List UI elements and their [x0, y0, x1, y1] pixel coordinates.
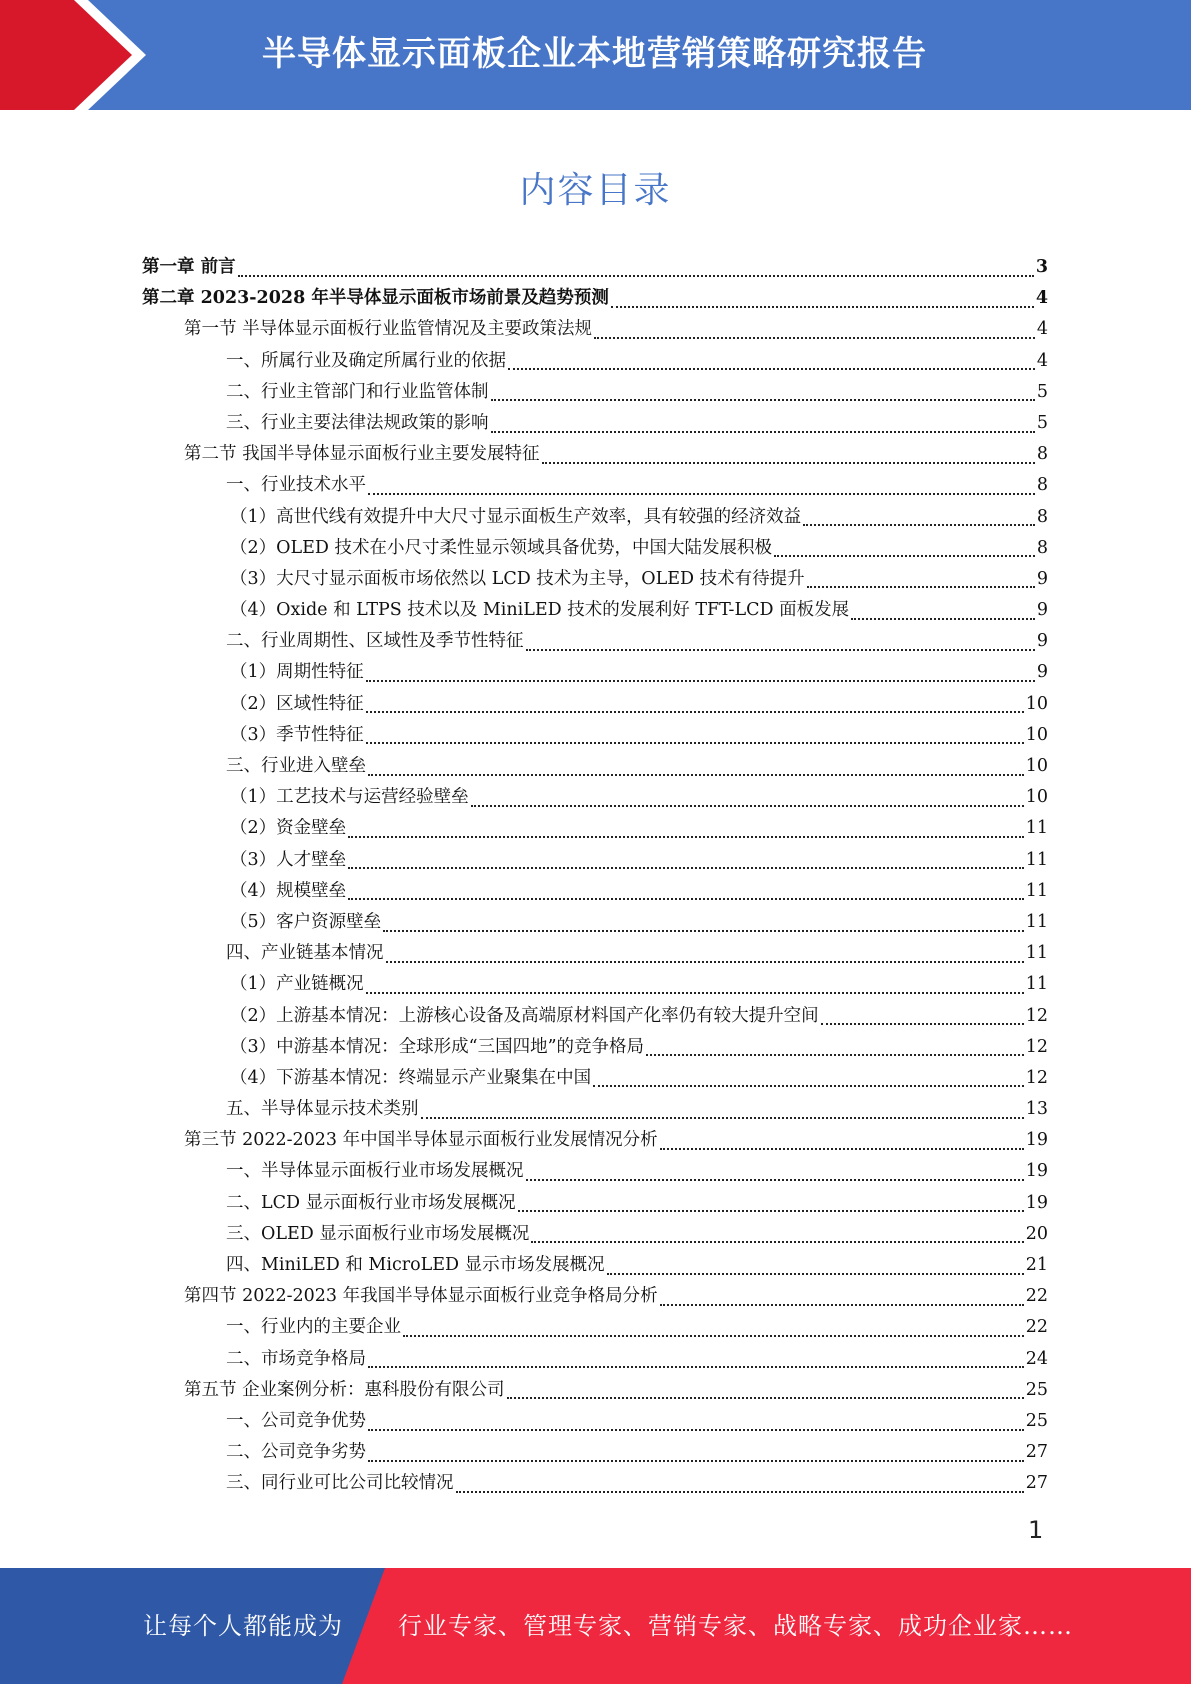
header-banner: [0, 0, 1191, 110]
toc-entry-label: 一、行业内的主要企业: [226, 1317, 401, 1338]
toc-title: 内容目录: [519, 170, 672, 211]
toc-entry-label: （3）中游基本情况：全球形成“三国四地”的竞争格局: [230, 1036, 645, 1057]
toc-entry-label: 二、行业主管部门和行业监管体制: [226, 381, 489, 402]
toc-leader-dots: [774, 555, 1035, 557]
toc-entry-page: 10: [1025, 756, 1048, 776]
toc-entry-page: 9: [1036, 568, 1048, 589]
toc-entry[interactable]: [142, 752, 1048, 783]
toc-leader-dots: [368, 1460, 1024, 1462]
toc-entry[interactable]: [142, 253, 1048, 284]
toc-entry[interactable]: [142, 409, 1048, 440]
toc-leader-dots: [526, 649, 1035, 651]
toc-entry[interactable]: [142, 1064, 1048, 1095]
toc-entry[interactable]: [142, 690, 1048, 721]
toc-entry-page: 10: [1025, 787, 1048, 808]
toc-entry[interactable]: [142, 939, 1048, 970]
toc-entry-label: 一、所属行业及确定所属行业的依据: [226, 350, 506, 371]
toc-entry-label: 三、行业进入壁垒: [226, 756, 366, 776]
toc-entry-page: 11: [1025, 974, 1048, 995]
toc-entry[interactable]: [142, 503, 1048, 534]
toc-entry-page: 11: [1025, 880, 1048, 901]
toc-entry[interactable]: [142, 347, 1048, 378]
toc-entry[interactable]: [142, 1095, 1048, 1126]
toc-leader-dots: [383, 930, 1024, 932]
toc-entry-page: 12: [1025, 1036, 1048, 1057]
toc-entry-label: 一、行业技术水平: [226, 475, 366, 496]
toc-entry-page: 3: [1035, 257, 1048, 277]
toc-entry[interactable]: [142, 1126, 1048, 1157]
toc-entry-label: 二、市场竞争格局: [226, 1348, 366, 1369]
toc-entry-label: 第二节 我国半导体显示面板行业主要发展特征: [184, 444, 540, 465]
toc-leader-dots: [518, 1210, 1024, 1212]
toc-entry-page: 8: [1036, 537, 1048, 558]
toc-entry-label: 二、LCD 显示面板行业市场发展概况: [226, 1192, 516, 1213]
toc-leader-dots: [507, 1397, 1024, 1399]
toc-leader-dots: [660, 1148, 1024, 1150]
toc-entry[interactable]: [142, 565, 1048, 596]
toc-entry-label: 三、同行业可比公司比较情况: [226, 1473, 454, 1494]
toc-entry[interactable]: [142, 970, 1048, 1001]
toc-entry-page: 24: [1025, 1348, 1048, 1369]
toc-entry-label: 一、半导体显示面板行业市场发展概况: [226, 1161, 524, 1182]
toc-entry[interactable]: [142, 1282, 1048, 1313]
toc-entry-label: 第二章 2023-2028 年半导体显示面板市场前景及趋势预测: [142, 288, 609, 309]
toc-leader-dots: [660, 1304, 1024, 1306]
footer-slogan-left: 让每个人都能成为: [143, 1612, 343, 1640]
toc-entry-label: 四、MiniLED 和 MicroLED 显示市场发展概况: [226, 1255, 605, 1275]
toc-entry-page: 8: [1036, 506, 1048, 527]
toc-entry-label: 第五节 企业案例分析：惠科股份有限公司: [184, 1379, 505, 1400]
toc-leader-dots: [366, 680, 1035, 682]
toc-entry-page: 12: [1025, 1005, 1048, 1026]
toc-entry[interactable]: [142, 658, 1048, 689]
toc-leader-dots: [531, 1241, 1023, 1243]
toc-entry-label: （1）工艺技术与运营经验壁垒: [230, 787, 469, 808]
toc-entry-label: 三、OLED 显示面板行业市场发展概况: [226, 1223, 530, 1244]
toc-leader-dots: [421, 1117, 1024, 1119]
toc-leader-dots: [368, 1366, 1024, 1368]
toc-entry[interactable]: [142, 783, 1048, 814]
toc-entry-label: （4）规模壁垒: [230, 880, 347, 901]
toc-leader-dots: [807, 586, 1035, 588]
toc-leader-dots: [611, 306, 1034, 308]
toc-entry-page: 21: [1025, 1255, 1048, 1275]
toc-entry[interactable]: [142, 284, 1048, 315]
toc-entry-label: 五、半导体显示技术类别: [226, 1099, 419, 1120]
toc-leader-dots: [348, 867, 1024, 869]
toc-leader-dots: [526, 1179, 1024, 1181]
toc-entry-page: 8: [1036, 475, 1048, 496]
toc-leader-dots: [366, 742, 1024, 744]
toc-entry-page: 19: [1025, 1130, 1048, 1151]
toc-entry-label: （4）Oxide 和 LTPS 技术以及 MiniLED 技术的发展利好 TFT-LCD 面板发展: [230, 600, 850, 621]
toc-entry-page: 25: [1025, 1379, 1048, 1400]
toc-entry[interactable]: [142, 1469, 1048, 1500]
toc-entry-page: 11: [1025, 849, 1048, 870]
toc-entry-page: 13: [1025, 1099, 1048, 1120]
header-red-arrow: [0, 0, 160, 110]
toc-entry-page: 22: [1025, 1317, 1048, 1338]
toc-entry-page: 4: [1035, 288, 1048, 309]
toc-leader-dots: [821, 1023, 1024, 1025]
toc-leader-dots: [366, 711, 1024, 713]
toc-entry[interactable]: [142, 814, 1048, 845]
toc-entry-page: 9: [1036, 662, 1048, 683]
toc-entry[interactable]: [142, 440, 1048, 471]
toc-entry-page: 4: [1036, 350, 1048, 371]
toc-entry-page: 19: [1025, 1161, 1048, 1182]
toc-entry[interactable]: [142, 627, 1048, 658]
toc-leader-dots: [607, 1273, 1024, 1275]
toc-entry-label: 第四节 2022-2023 年我国半导体显示面板行业竞争格局分析: [184, 1286, 658, 1307]
report-title: 半导体显示面板企业本地营销策略研究报告: [262, 34, 927, 74]
toc-entry-label: （3）大尺寸显示面板市场依然以 LCD 技术为主导，OLED 技术有待提升: [230, 568, 805, 589]
toc-entry[interactable]: [142, 1157, 1048, 1188]
toc-entry[interactable]: [142, 908, 1048, 939]
toc-entry-label: 第一章 前言: [142, 257, 236, 277]
footer-banner: [0, 1568, 1191, 1684]
toc-entry[interactable]: [142, 1407, 1048, 1438]
toc-entry-label: （1）高世代线有效提升中大尺寸显示面板生产效率，具有较强的经济效益: [230, 506, 802, 527]
toc-entry-label: （1）周期性特征: [230, 662, 364, 683]
toc-entry-label: （5）客户资源壁垒: [230, 911, 382, 932]
toc-entry-page: 22: [1025, 1286, 1048, 1307]
toc-leader-dots: [386, 961, 1024, 963]
toc-leader-dots: [368, 774, 1024, 776]
toc-leader-dots: [594, 337, 1035, 339]
toc-leader-dots: [851, 618, 1035, 620]
toc-entry-page: 11: [1025, 911, 1048, 932]
toc-leader-dots: [491, 399, 1035, 401]
toc-entry-label: 二、公司竞争劣势: [226, 1442, 366, 1463]
toc-entry-page: 27: [1025, 1442, 1048, 1463]
toc-leader-dots: [368, 493, 1035, 495]
toc-entry[interactable]: [142, 1220, 1048, 1251]
toc-entry-label: （1）产业链概况: [230, 974, 364, 995]
toc-entry-label: 第一节 半导体显示面板行业监管情况及主要政策法规: [184, 319, 593, 340]
toc-entry-page: 9: [1036, 631, 1048, 652]
toc-entry-label: 四、产业链基本情况: [226, 943, 384, 964]
toc-entry-label: （2）区域性特征: [230, 693, 364, 714]
table-of-contents: [142, 253, 1048, 1501]
toc-leader-dots: [803, 524, 1035, 526]
toc-leader-dots: [508, 368, 1035, 370]
toc-leader-dots: [593, 1085, 1024, 1087]
toc-leader-dots: [238, 275, 1034, 277]
toc-entry-page: 5: [1036, 412, 1048, 433]
toc-entry[interactable]: [142, 1313, 1048, 1344]
toc-entry-label: 第三节 2022-2023 年中国半导体显示面板行业发展情况分析: [184, 1130, 658, 1151]
toc-entry[interactable]: [142, 1189, 1048, 1220]
toc-leader-dots: [348, 836, 1024, 838]
toc-leader-dots: [366, 992, 1024, 994]
toc-entry[interactable]: [142, 1376, 1048, 1407]
toc-leader-dots: [471, 805, 1024, 807]
toc-entry-label: （4）下游基本情况：终端显示产业聚集在中国: [230, 1067, 592, 1088]
toc-entry-page: 11: [1025, 943, 1048, 964]
toc-entry-label: 二、行业周期性、区域性及季节性特征: [226, 631, 524, 652]
toc-leader-dots: [542, 462, 1035, 464]
toc-entry-page: 12: [1025, 1067, 1048, 1088]
toc-entry[interactable]: [142, 471, 1048, 502]
toc-entry[interactable]: [142, 534, 1048, 565]
toc-entry[interactable]: [142, 721, 1048, 752]
toc-leader-dots: [491, 431, 1035, 433]
toc-entry-page: 10: [1025, 724, 1048, 745]
toc-leader-dots: [368, 1429, 1024, 1431]
toc-entry-page: 4: [1036, 319, 1048, 340]
toc-entry-label: 三、行业主要法律法规政策的影响: [226, 412, 489, 433]
toc-entry-label: （3）季节性特征: [230, 724, 364, 745]
toc-entry-page: 5: [1036, 381, 1048, 402]
toc-leader-dots: [456, 1491, 1024, 1493]
toc-entry-page: 8: [1036, 444, 1048, 465]
footer-slogan-right: 行业专家、管理专家、营销专家、战略专家、成功企业家……: [398, 1612, 1073, 1640]
toc-entry-page: 27: [1025, 1473, 1048, 1494]
toc-leader-dots: [403, 1335, 1024, 1337]
toc-entry-page: 10: [1025, 693, 1048, 714]
toc-entry[interactable]: [142, 1002, 1048, 1033]
toc-leader-dots: [348, 898, 1024, 900]
toc-entry[interactable]: [142, 1251, 1048, 1282]
toc-entry[interactable]: [142, 877, 1048, 908]
toc-entry[interactable]: [142, 315, 1048, 346]
toc-entry[interactable]: [142, 378, 1048, 409]
toc-entry[interactable]: [142, 1438, 1048, 1469]
toc-entry-label: （2）上游基本情况：上游核心设备及高端原材料国产化率仍有较大提升空间: [230, 1005, 819, 1026]
toc-entry-label: （2）资金壁垒: [230, 818, 347, 839]
toc-entry-page: 11: [1025, 818, 1048, 839]
toc-leader-dots: [646, 1054, 1024, 1056]
toc-entry[interactable]: [142, 1345, 1048, 1376]
toc-entry-page: 20: [1025, 1223, 1048, 1244]
toc-entry-label: （3）人才壁垒: [230, 849, 347, 870]
toc-entry-page: 19: [1025, 1192, 1048, 1213]
toc-entry-page: 9: [1036, 600, 1048, 621]
toc-entry[interactable]: [142, 596, 1048, 627]
toc-entry[interactable]: [142, 846, 1048, 877]
toc-entry-page: 25: [1025, 1410, 1048, 1431]
toc-entry-label: 一、公司竞争优势: [226, 1410, 366, 1431]
toc-entry[interactable]: [142, 1033, 1048, 1064]
toc-entry-label: （2）OLED 技术在小尺寸柔性显示领域具备优势，中国大陆发展积极: [230, 537, 772, 558]
page-number: 1: [1028, 1516, 1044, 1544]
